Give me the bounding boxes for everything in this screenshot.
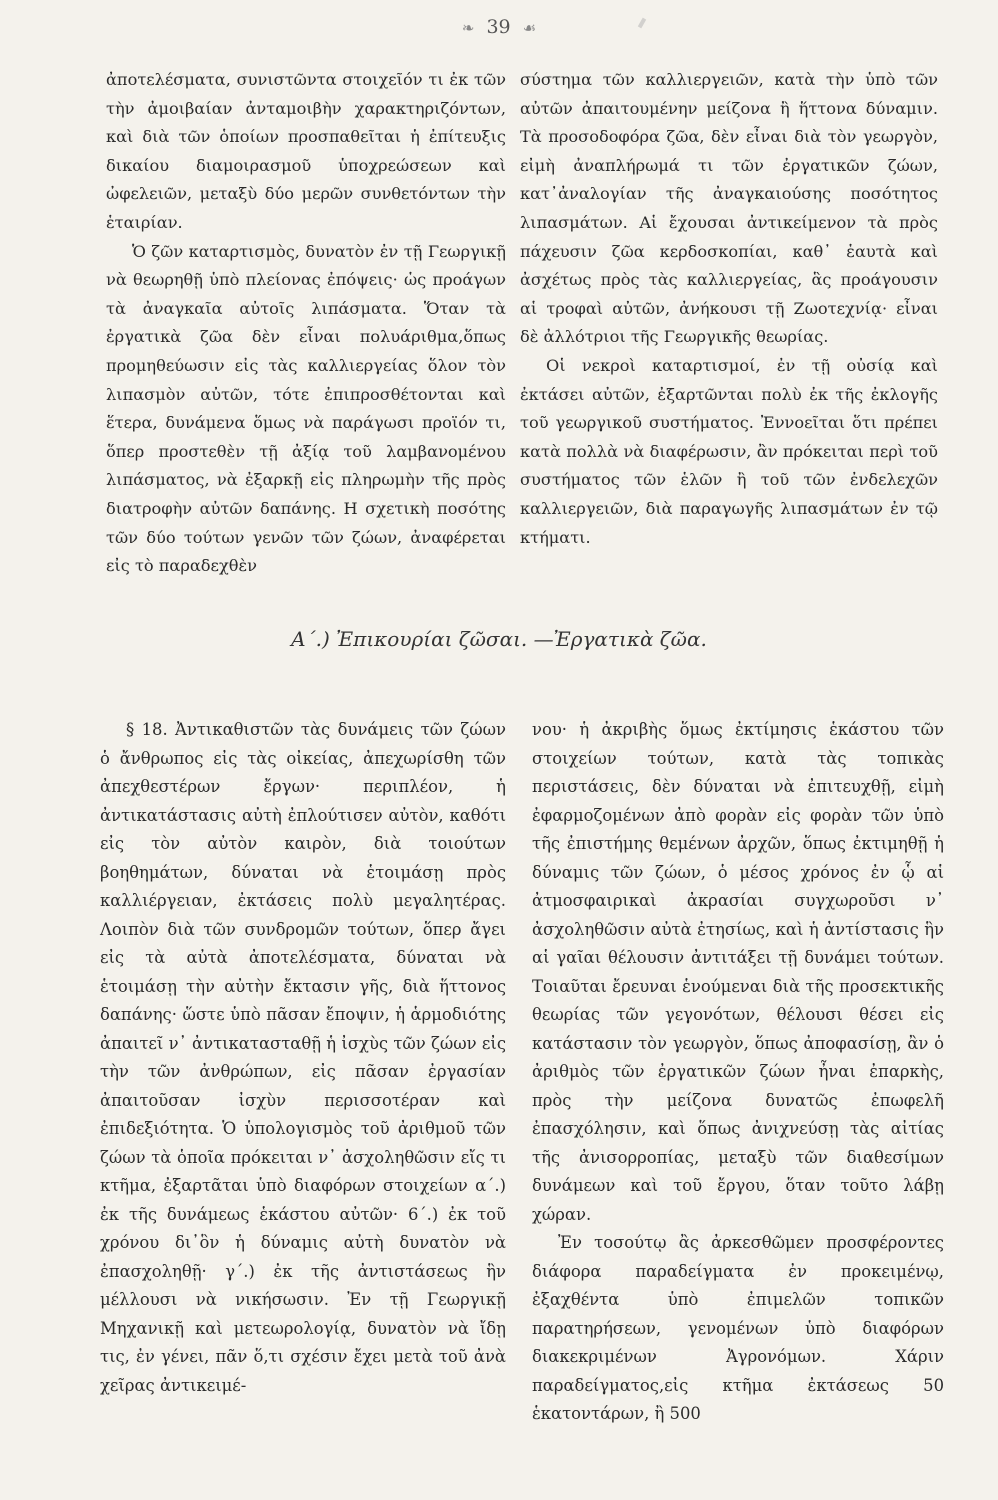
paragraph: § 18. Ἀντικαθιστῶν τὰς δυνάμεις τῶν ζώων ὁ ἄνθρωπος εἰς τὰς οἰκείας, ἀπεχωρίσθη τῶν ἀπεχθεστέρων ἔργων· περιπλέον, ἡ ἀντικατάστασις αὐτὴ ἐπλούτισεν αὐτὸν, καθότι εἰς τὸν αὐτὸν καιρὸν, διὰ τοιούτων βοηθημάτων, δύναται νὰ ἑτοιμάσῃ πρὸς καλλιέργειαν, ἐκτάσεις πολὺ μεγαλητέρας. Λοιπὸν διὰ τῶν συνδρομῶν τούτων, ὅπερ ἄγει εἰς τὰ αὐτὰ ἀποτελέσματα, δύναται νὰ ἑτοιμάσῃ τὴν αὐτὴν ἔκτασιν γῆς, διὰ ἥττονος δαπάνης· ὥστε ὑπὸ πᾶσαν ἔποψιν, ἡ ἁρμοδιότης ἀπαιτεῖ ν᾽ ἀντικατασταθῇ ἡ ἰσχὺς τῶν ζώων εἰς τὴν τῶν ἀνθρώπων, εἰς πᾶσαν ἐργασίαν ἀπαιτοῦσαν ἰσχὺν περισσοτέραν καὶ ἐπιδεξιότητα. Ὁ ὑπολογισμὸς τοῦ ἀριθμοῦ τῶν ζώων τὰ ὁποῖα πρόκειται ν᾽ ἀσχοληθῶσιν εἴς τι κτῆμα, ἐξαρτᾶται ὑπὸ διαφόρων στοιχείων α΄.) ἐκ τῆς δυνάμεως ἑκάστου αὐτῶν· 6΄.) ἐκ τοῦ χρόνου δι᾽ὃν ἡ δύναμις αὐτὴ δυνατὸν νὰ ἐπασχοληθῇ· γ΄.) ἐκ τῆς ἀντιστάσεως ἣν μέλλουσι νὰ νικήσωσιν. Ἐν τῇ Γεωργικῇ Μηχανικῇ καὶ μετεωρολογίᾳ, δυνατὸν νὰ ἴδῃ τις, ἐν γένει, πᾶν ὅ,τι σχέσιν ἔχει μετὰ τοῦ ἀνὰ χεῖρας ἀντικειμέ- [100,720,506,1395]
ornament-left-icon: ❧ [461,19,475,37]
paragraph: νου· ἡ ἀκριβὴς ὅμως ἐκτίμησις ἑκάστου τῶν στοιχείων τούτων, κατὰ τὰς τοπικὰς περιστάσεις, δὲν δύναται νὰ ἐπιτευχθῇ, εἰμὴ ἐφαρμοζομένων ἀπὸ φορὰν εἰς φορὰν τῶν ὑπὸ τῆς ἐπιστήμης θεμένων ἀρχῶν, ὅπως ἐκτιμηθῇ ἡ δύναμις τῶν ζώων, ὁ μέσος χρόνος ἐν ᾧ αἱ ἀτμοσφαιρικαὶ ἀκρασίαι συγχωροῦσι ν᾽ ἀσχοληθῶσιν αὐτὰ ἐτησίως, καὶ ἡ ἀντίστασις ἣν αἱ γαῖαι θέλουσιν ἀντιτάξει τῇ δυνάμει τούτων. Τοιαῦται ἔρευναι ἑνούμεναι διὰ τῆς προσεκτικῆς θεωρίας τῶν γεγονότων, θέλουσι θέσει εἰς κατάστασιν τὸν γεωργὸν, ὅπως ἀποφασίσῃ, ἂν ὁ ἀριθμὸς τῶν ἐργατικῶν ζώων ἦναι ἐπαρκὴς, πρὸς τὴν μείζονα δυνατῶς ἐπωφελῆ ἐπασχόλησιν, καὶ ὅπως ἀνιχνεύσῃ τὰς αἰτίας τῆς ἀνισορροπίας, μεταξὺ τῶν διαθεσίμων δυνάμεων καὶ τοῦ ἔργου, ὅταν τοῦτο λάβῃ χώραν. [532,720,944,1224]
paragraph: Ἐν τοσούτῳ ἂς ἀρκεσθῶμεν προσφέροντες διάφορα παραδείγματα ἐν προκειμένῳ, ἐξαχθέντα ὑπὸ ἐπιμελῶν τοπικῶν παρατηρήσεων, γενομένων ὑπὸ διαφόρων διακεκριμένων Ἀγρονόμων. Χάριν παραδείγματος,εἰς κτῆμα ἐκτάσεως 50 ἑκατοντάρων, ἢ 500 [532,1233,944,1423]
top-right-column [520,66,938,552]
paragraph: σύστημα τῶν καλλιεργειῶν, κατὰ τὴν ὑπὸ τῶν αὐτῶν ἀπαιτουμένην μείζονα ἢ ἥττονα δύναμιν. Τὰ προσοδοφόρα ζῶα, δὲν εἶναι διὰ τὸν γεωργὸν, εἰμὴ ἀναπλήρωμά τι τῶν ἐργατικῶν ζώων, κατ᾽ἀναλογίαν τῆς ἀναγκαιούσης ποσότητος λιπασμάτων. Αἱ ἔχουσαι ἀντικείμενον τὰ πρὸς πάχευσιν ζῶα κερδοσκοπίαι, καθ᾽ ἑαυτὰ καὶ ἀσχέτως πρὸς τὰς καλλιεργείας, ἃς προάγουσιν αἱ τροφαὶ αὐτῶν, ἀνήκουσι τῇ Ζωοτεχνίᾳ· εἶναι δὲ ἀλλότριοι τῆς Γεωργικῆς θεωρίας. [520,70,938,347]
paragraph: Ὁ ζῶν καταρτισμὸς, δυνατὸν ἐν τῇ Γεωργικῇ νὰ θεωρηθῇ ὑπὸ πλείονας ἐπόψεις· ὡς προάγων τὰ ἀναγκαῖα αὐτοῖς λιπάσματα. Ὅταν τὰ ἐργατικὰ ζῶα δὲν εἶναι πολυάριθμα,ὅπως προμηθεύωσιν εἰς τὰς καλλιεργείας ὅλον τὸν λιπασμὸν αὐτῶν, τότε ἐπιπροσθέτονται καὶ ἕτερα, δυνάμενα ὅμως νὰ παράγωσι προϊόν τι, ὅπερ προστεθὲν τῇ ἀξίᾳ τοῦ λαμβανομένου λιπάσματος, νὰ ἐξαρκῇ εἰς πληρωμὴν τῆς πρὸς διατροφὴν αὐτῶν δαπάνης. Η σχετικὴ ποσότης τῶν δύο τούτων γενῶν τῶν ζώων, ἀναφέρεται εἰς τὸ παραδεχθὲν [106,241,506,576]
page-header [0,16,998,38]
paragraph: ἀποτελέσματα, συνιστῶντα στοιχεῖόν τι ἐκ τῶν τὴν ἀμοιβαίαν ἀνταμοιβὴν χαρακτηριζόντων, καὶ διὰ τῶν ὁποίων προσπαθεῖται ἡ ἐπίτευξις δικαίου διαμοιρασμοῦ ὑποχρεώσεων καὶ ὠφελειῶν, μεταξὺ δύο μερῶν συνθετόντων τὴν ἑταιρίαν. [106,70,506,232]
section-heading: A΄.) Ἐπικουρίαι ζῶσαι. —Ἐργατικὰ ζῶα. [291,627,707,651]
bottom-right-column [532,716,944,1429]
top-left-column [106,66,506,581]
bottom-left-column [100,716,506,1400]
page-number: 39 [486,16,511,38]
paragraph: Οἱ νεκροὶ καταρτισμοί, ἐν τῇ οὐσίᾳ καὶ ἐκτάσει αὐτῶν, ἐξαρτῶνται πολὺ ἐκ τῆς ἐκλογῆς τοῦ γεωργικοῦ συστήματος. Ἐννοεῖται ὅτι πρέπει κατὰ πολλὰ νὰ διαφέρωσιν, ἂν πρόκειται περὶ τοῦ συστήματος τῶν ἑλῶν ἢ τοῦ τῶν ἐνδελεχῶν καλλιεργειῶν, διὰ παραγωγῆς λιπασμάτων ἐν τῷ κτήματι. [520,355,938,547]
ornament-right-icon: ☙ [522,19,537,37]
